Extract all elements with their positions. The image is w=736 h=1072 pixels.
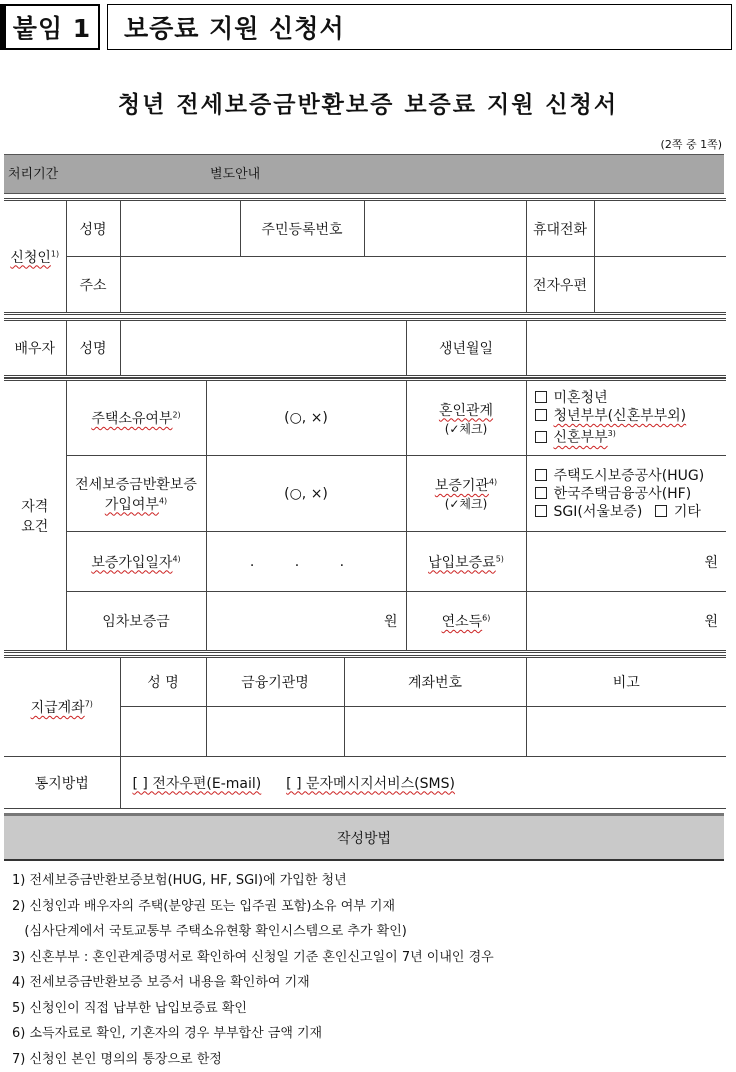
home-own-label: 주택소유여부$^{2)}$ bbox=[66, 380, 206, 456]
deposit-field[interactable]: 원 bbox=[206, 592, 406, 652]
notify-label: 통지방법 bbox=[4, 757, 120, 809]
guide-item: 4) 전세보증금반환보증 보증서 내용을 확인하여 기재 bbox=[12, 970, 724, 996]
join-date-label: 보증가입일자$^{4)}$ bbox=[66, 532, 206, 592]
checkbox-icon[interactable] bbox=[535, 505, 547, 517]
institution-option-hf[interactable]: 한국주택금융공사(HF) bbox=[535, 485, 725, 503]
applicant-phone-field[interactable] bbox=[594, 200, 726, 257]
paid-fee-label: 납입보증료$^{5)}$ bbox=[406, 532, 526, 592]
payment-label: 지급계좌$^{7)}$ bbox=[4, 657, 120, 757]
payment-header-note: 비고 bbox=[526, 657, 726, 707]
applicant-table bbox=[4, 198, 726, 315]
spouse-name-field[interactable] bbox=[120, 320, 406, 377]
payment-name-field[interactable] bbox=[120, 707, 206, 757]
page-indicator: (2쪽 중 1쪽) bbox=[661, 136, 722, 152]
applicant-name-field[interactable] bbox=[120, 200, 240, 257]
institution-options bbox=[526, 456, 726, 532]
payment-header-bank: 금융기관명 bbox=[206, 657, 344, 707]
paid-fee-field[interactable]: 원 bbox=[526, 532, 726, 592]
guide-header: 작성방법 bbox=[4, 813, 724, 861]
guide-item: 2) 신청인과 배우자의 주택(분양권 또는 입주권 포함)소유 여부 기재 bbox=[12, 894, 724, 920]
marriage-option-1[interactable]: 미혼청년 bbox=[535, 389, 725, 407]
deposit-label: 임차보증금 bbox=[66, 592, 206, 652]
institution-option-hug[interactable]: 주택도시보증공사(HUG) bbox=[535, 467, 725, 485]
marriage-option-2[interactable]: 청년부부(신혼부부외) bbox=[535, 407, 725, 425]
spouse-label: 배우자 bbox=[4, 320, 66, 377]
spouse-name-label: 성명 bbox=[66, 320, 120, 377]
qualification-label: 자격 요건 bbox=[4, 380, 66, 652]
marriage-label: 혼인관계 (✓체크) bbox=[406, 380, 526, 456]
guide-item: 5) 신청인이 직접 납부한 납입보증료 확인 bbox=[12, 996, 724, 1022]
applicant-email-label: 전자우편 bbox=[526, 257, 594, 314]
applicant-address-label: 주소 bbox=[66, 257, 120, 314]
marriage-option-3[interactable]: 신혼부부$^{3)}$ bbox=[535, 425, 725, 447]
notify-option-sms[interactable]: [ ] 문자메시지서비스(SMS) bbox=[286, 776, 455, 792]
guide-list bbox=[12, 868, 724, 1072]
checkbox-icon[interactable] bbox=[535, 409, 547, 421]
checkbox-icon[interactable] bbox=[655, 505, 667, 517]
applicant-label-cell: 신청인$^{1)}$ bbox=[4, 200, 66, 314]
checkbox-icon[interactable] bbox=[535, 487, 547, 499]
checkbox-icon[interactable] bbox=[535, 469, 547, 481]
payment-bank-field[interactable] bbox=[206, 707, 344, 757]
checkbox-icon[interactable] bbox=[535, 431, 547, 443]
form-title: 청년 전세보증금반환보증 보증료 지원 신청서 bbox=[0, 86, 736, 119]
institution-label: 보증기관$^{4)}$ (✓체크) bbox=[406, 456, 526, 532]
income-field[interactable]: 원 bbox=[526, 592, 726, 652]
spouse-table bbox=[4, 318, 726, 378]
processing-label: 처리기간 bbox=[8, 163, 58, 182]
processing-value: 별도안내 bbox=[210, 163, 260, 182]
guarantee-join-field[interactable]: (○, ×) bbox=[206, 456, 406, 532]
guide-item: 7) 신청인 본인 명의의 통장으로 한정 bbox=[12, 1047, 724, 1072]
income-label: 연소득$^{6)}$ bbox=[406, 592, 526, 652]
applicant-email-field[interactable] bbox=[594, 257, 726, 314]
header-title: 보증료 지원 신청서 bbox=[107, 4, 732, 50]
payment-header-account: 계좌번호 bbox=[344, 657, 526, 707]
guarantee-join-label: 전세보증금반환보증 가입여부$^{4)}$ bbox=[66, 456, 206, 532]
guide-item: 3) 신혼부부 : 혼인관계증명서로 확인하여 신청일 기준 혼인신고일이 7년 이내인 경우 bbox=[12, 945, 724, 971]
attachment-tag: 붙임 1 bbox=[4, 4, 100, 50]
payment-note-field[interactable] bbox=[526, 707, 726, 757]
notify-options bbox=[120, 757, 726, 809]
join-date-field[interactable]: . . . bbox=[206, 532, 406, 592]
institution-option-sgi[interactable]: SGI(서울보증) bbox=[535, 504, 643, 520]
processing-period-bar bbox=[4, 154, 724, 194]
applicant-name-label: 성명 bbox=[66, 200, 120, 257]
payment-header-name: 성 명 bbox=[120, 657, 206, 707]
payment-account-field[interactable] bbox=[344, 707, 526, 757]
guide-item: 1) 전세보증금반환보증보험(HUG, HF, SGI)에 가입한 청년 bbox=[12, 868, 724, 894]
spouse-birth-label: 생년월일 bbox=[406, 320, 526, 377]
notify-option-email[interactable]: [ ] 전자우편(E-mail) bbox=[133, 776, 262, 792]
guide-item: 6) 소득자료로 확인, 기혼자의 경우 부부합산 금액 기재 bbox=[12, 1021, 724, 1047]
marriage-options bbox=[526, 380, 726, 456]
qualification-table bbox=[4, 378, 726, 653]
institution-option-other[interactable]: 기타 bbox=[655, 504, 701, 520]
payment-table bbox=[4, 655, 726, 809]
guide-item: (심사단계에서 국토교통부 주택소유현황 확인시스템으로 추가 확인) bbox=[12, 919, 724, 945]
applicant-phone-label: 휴대전화 bbox=[526, 200, 594, 257]
applicant-rrn-field[interactable] bbox=[364, 200, 526, 257]
applicant-rrn-label: 주민등록번호 bbox=[240, 200, 364, 257]
home-own-field[interactable]: (○, ×) bbox=[206, 380, 406, 456]
spouse-birth-field[interactable] bbox=[526, 320, 726, 377]
applicant-address-field[interactable] bbox=[120, 257, 526, 314]
checkbox-icon[interactable] bbox=[535, 391, 547, 403]
